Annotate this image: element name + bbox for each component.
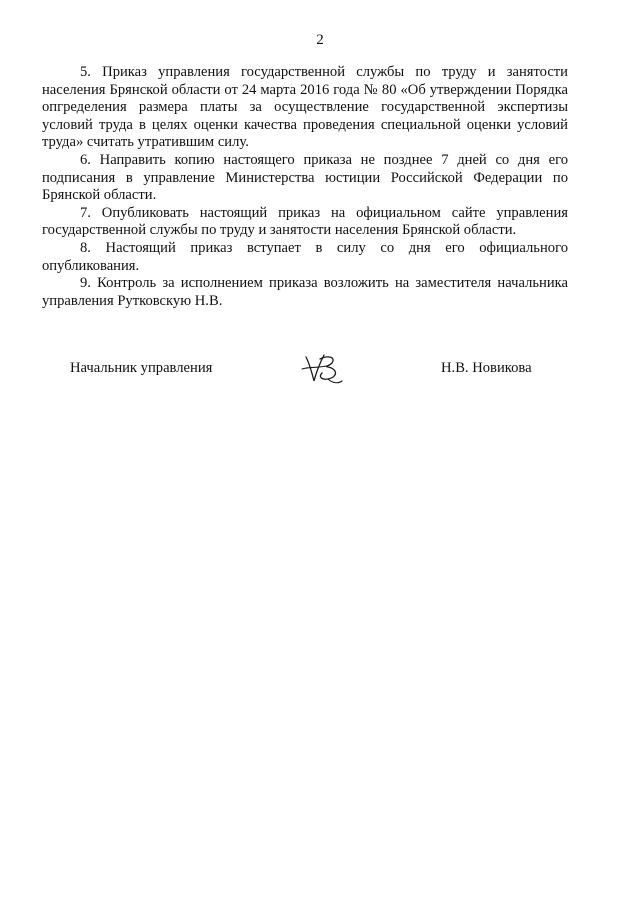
paragraph-item-7: 7. Опубликовать настоящий приказ на официальном сайте управления государственной службы по труду и занятости населения Брянской области. [42,204,568,239]
signatory-position: Начальник управления [70,360,213,376]
handwritten-signature [298,351,348,387]
paragraph-item-5: 5. Приказ управления государственной службы по труду и занятости населения Брянской области от 24 марта 2016 года № 80 «Об утверждении Порядка опгределения размера платы за осуществление государственной экспертизы условий труда в целях оценки качества проведения специальной оценки условий труда» считать утратившим силу. [42,64,568,151]
paragraph-item-9: 9. Контроль за исполнением приказа возложить на заместителя начальника управления Рутковскую Н.В. [42,275,568,309]
page-number: 2 [316,32,324,48]
paragraph-item-6: 6. Направить копию настоящего приказа не позднее 7 дней со дня его подписания в управление Министерства юстиции Российской Федерации по Брянской области. [42,151,568,204]
order-body [42,64,568,310]
signatory-name: Н.В. Новикова [441,360,532,376]
paragraph-item-8: 8. Настоящий приказ вступает в силу со дня его официального опубликования. [42,239,568,274]
signature-block [0,351,640,391]
